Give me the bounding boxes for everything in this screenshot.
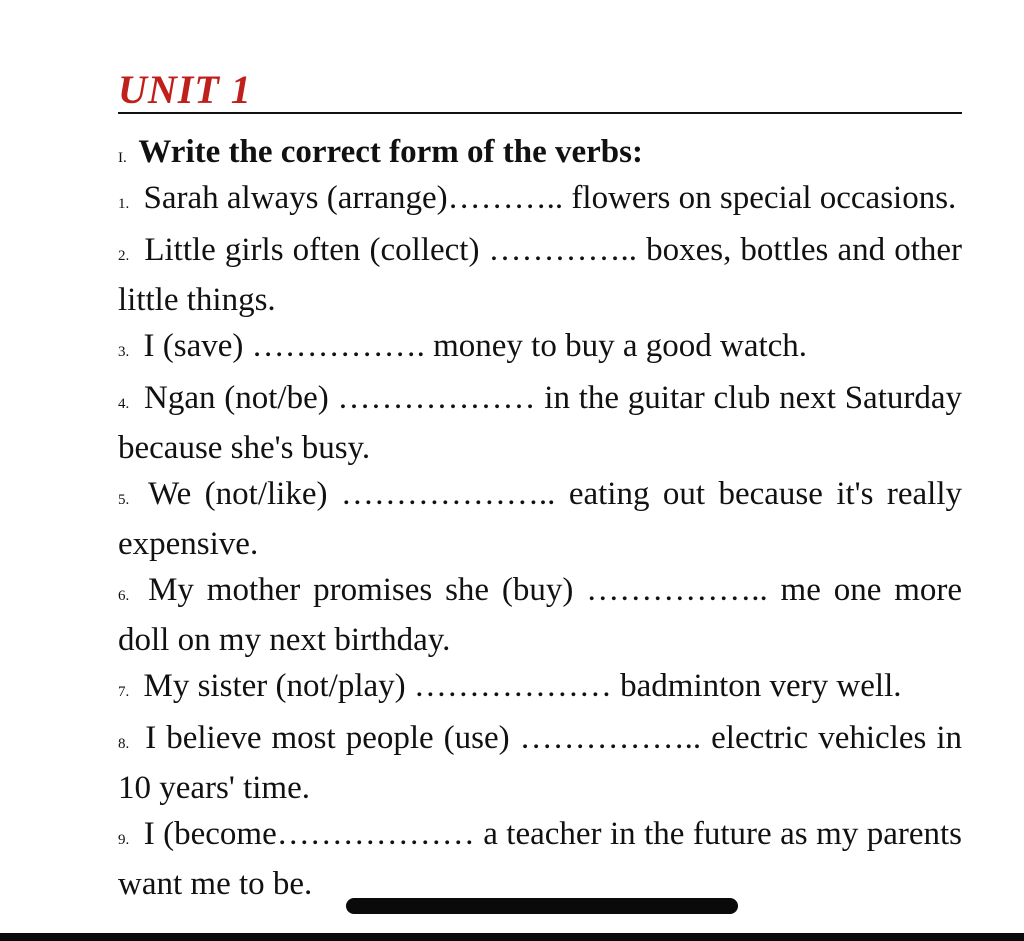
- item-text: Little girls often (collect) ………….. boxes, bottles and other little things.: [118, 232, 963, 318]
- item-text: My sister (not/play) ……………… badminton very well.: [143, 668, 902, 704]
- exercise-item-9: [118, 812, 962, 906]
- exercise-item-7: [118, 664, 962, 714]
- title-underline: [118, 112, 962, 114]
- home-indicator-bar[interactable]: [346, 898, 738, 914]
- item-text: I (save) ……………. money to buy a good watch.: [143, 328, 808, 364]
- item-text: My mother promises she (buy) …………….. me one more doll on my next birthday.: [118, 572, 962, 658]
- exercise-item-3: [118, 324, 962, 374]
- exercise-item-5: [118, 472, 962, 566]
- item-number: 6.: [118, 588, 130, 604]
- item-number: 9.: [118, 832, 130, 848]
- exercise-list: [118, 176, 962, 908]
- exercise-item-4: [118, 376, 962, 470]
- item-number: 7.: [118, 684, 130, 700]
- screen-bottom-edge: [0, 933, 1024, 941]
- item-number: 8.: [118, 736, 130, 752]
- unit-title: UNIT 1: [118, 67, 252, 112]
- section-number: I.: [118, 150, 127, 166]
- item-number: 1.: [118, 196, 130, 212]
- item-text: Sarah always (arrange)……….. flowers on special occasions.: [143, 180, 957, 216]
- exercise-item-6: [118, 568, 962, 662]
- item-number: 3.: [118, 344, 130, 360]
- item-text: I (become……………… a teacher in the future as my parents want me to be.: [118, 816, 962, 902]
- item-text: I believe most people (use) …………….. electric vehicles in 10 years' time.: [118, 720, 962, 806]
- item-text: We (not/like) ……………….. eating out because it's really expensive.: [118, 476, 962, 562]
- item-number: 4.: [118, 396, 130, 412]
- item-number: 5.: [118, 492, 130, 508]
- section-heading-text: Write the correct form of the verbs:: [138, 134, 643, 170]
- exercise-item-2: [118, 228, 962, 322]
- section-heading: [118, 134, 962, 171]
- exercise-item-1: [118, 176, 962, 226]
- item-number: 2.: [118, 248, 130, 264]
- exercise-item-8: [118, 716, 962, 810]
- item-text: Ngan (not/be) ……………… in the guitar club next Saturday because she's busy.: [118, 380, 963, 466]
